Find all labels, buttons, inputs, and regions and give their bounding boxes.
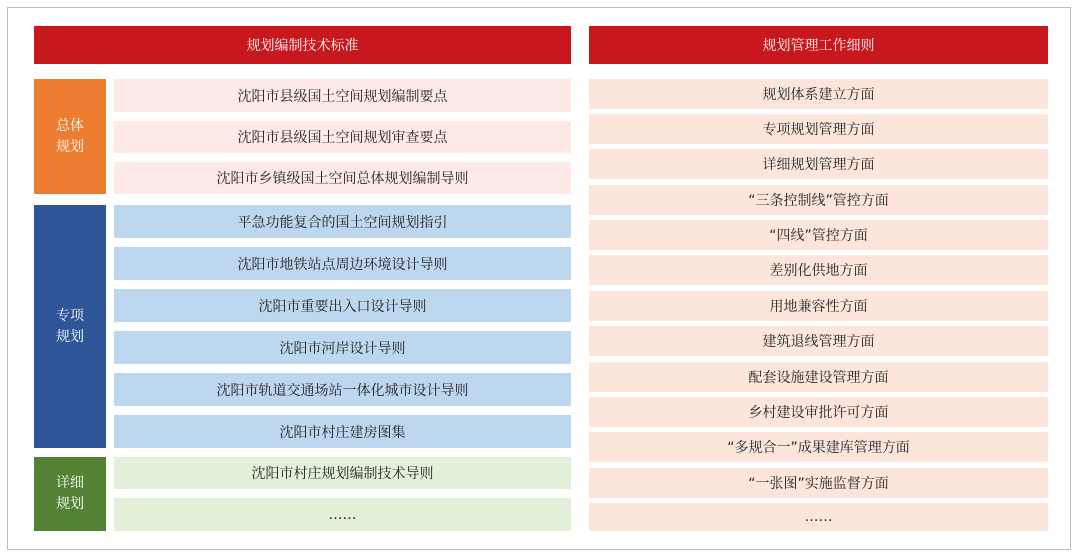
standard-item: …… [114, 498, 571, 531]
management-item: 专项规划管理方面 [589, 114, 1048, 144]
standard-item: 沈阳市县级国土空间规划审查要点 [114, 121, 571, 153]
management-item: 配套设施建设管理方面 [589, 362, 1048, 392]
right-header: 规划管理工作细则 [589, 26, 1048, 64]
standard-item: 沈阳市轨道交通场站一体化城市设计导则 [114, 373, 571, 406]
standard-item: 沈阳市村庄建房图集 [114, 415, 571, 448]
standard-item: 沈阳市村庄规划编制技术导则 [114, 457, 571, 489]
category-label: 总体规划 [56, 117, 84, 155]
standard-item: 沈阳市河岸设计导则 [114, 331, 571, 364]
standard-item: 平急功能复合的国土空间规划指引 [114, 205, 571, 238]
category-label: 详细规划 [56, 475, 84, 512]
management-item: 用地兼容性方面 [589, 291, 1048, 321]
management-item: “多规合一”成果建库管理方面 [589, 432, 1048, 462]
management-item: 乡村建设审批许可方面 [589, 397, 1048, 427]
management-item: 差别化供地方面 [589, 255, 1048, 285]
category-detailed-planning [34, 457, 106, 531]
standard-item: 沈阳市乡镇级国土空间总体规划编制导则 [114, 162, 571, 194]
category-special-planning [34, 205, 106, 448]
standard-item: 沈阳市重要出入口设计导则 [114, 289, 571, 322]
standard-item: 沈阳市地铁站点周边环境设计导则 [114, 247, 571, 280]
management-item: “四线”管控方面 [589, 220, 1048, 250]
management-item: 规划体系建立方面 [589, 79, 1048, 109]
management-item: “一张图”实施监督方面 [589, 468, 1048, 498]
category-label: 专项规划 [56, 307, 84, 345]
left-header: 规划编制技术标准 [34, 26, 571, 64]
management-item: 详细规划管理方面 [589, 149, 1048, 179]
category-general-planning [34, 79, 106, 194]
management-item: “三条控制线”管控方面 [589, 185, 1048, 215]
management-item: …… [589, 503, 1048, 531]
standard-item: 沈阳市县级国土空间规划编制要点 [114, 79, 571, 112]
management-item: 建筑退线管理方面 [589, 326, 1048, 356]
